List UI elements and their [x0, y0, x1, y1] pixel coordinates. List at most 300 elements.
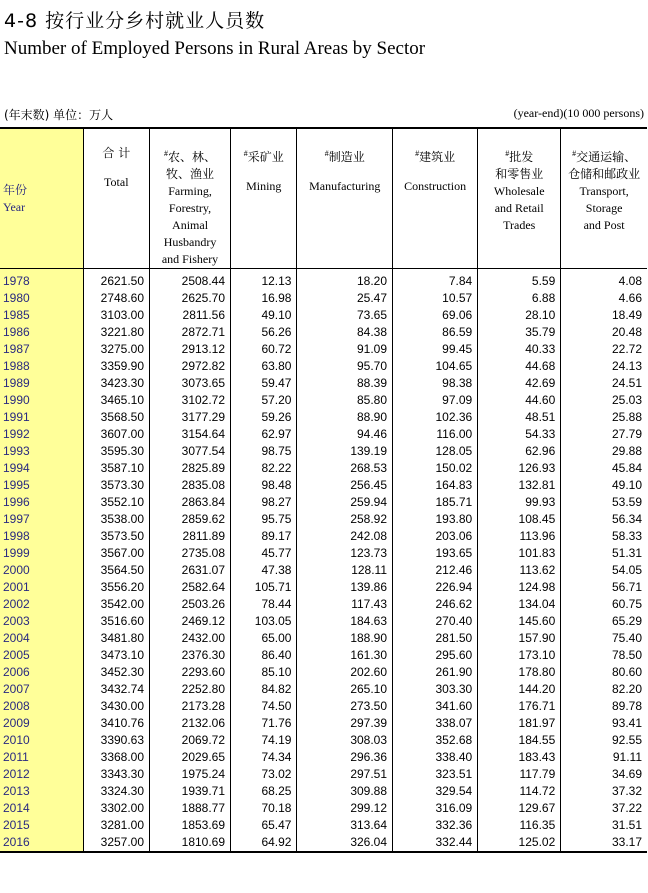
- table-row: [0, 409, 647, 426]
- col-header-farming-zh2: 牧、渔业: [166, 167, 215, 181]
- cell-manufacturing: 18.20: [297, 269, 393, 291]
- cell-mining: 59.47: [231, 375, 297, 392]
- cell-total: 3573.30: [83, 477, 149, 494]
- cell-wholesale: 44.60: [478, 392, 561, 409]
- cell-farming: 2631.07: [150, 562, 231, 579]
- col-header-transport-en: Storage: [585, 201, 623, 215]
- cell-farming: 2132.06: [150, 715, 231, 732]
- cell-transport: 33.17: [561, 834, 647, 852]
- cell-mining: 63.80: [231, 358, 297, 375]
- cell-wholesale: 40.33: [478, 341, 561, 358]
- cell-manufacturing: 91.09: [297, 341, 393, 358]
- cell-wholesale: 35.79: [478, 324, 561, 341]
- table-row: [0, 341, 647, 358]
- cell-farming: 2735.08: [150, 545, 231, 562]
- cell-year: 2010: [0, 732, 83, 749]
- cell-year: 2015: [0, 817, 83, 834]
- cell-transport: 54.05: [561, 562, 647, 579]
- cell-wholesale: 134.04: [478, 596, 561, 613]
- cell-total: 3516.60: [83, 613, 149, 630]
- cell-manufacturing: 88.39: [297, 375, 393, 392]
- cell-year: 1988: [0, 358, 83, 375]
- cell-transport: 65.29: [561, 613, 647, 630]
- cell-construction: 338.40: [393, 749, 478, 766]
- cell-year: 2008: [0, 698, 83, 715]
- cell-farming: 2173.28: [150, 698, 231, 715]
- table-row: [0, 766, 647, 783]
- cell-year: 1998: [0, 528, 83, 545]
- cell-year: 1993: [0, 443, 83, 460]
- cell-farming: 1853.69: [150, 817, 231, 834]
- cell-transport: 18.49: [561, 307, 647, 324]
- cell-wholesale: 108.45: [478, 511, 561, 528]
- cell-wholesale: 173.10: [478, 647, 561, 664]
- table-row: [0, 545, 647, 562]
- table-row: [0, 426, 647, 443]
- cell-construction: 203.06: [393, 528, 478, 545]
- table-row: [0, 579, 647, 596]
- cell-manufacturing: 259.94: [297, 494, 393, 511]
- cell-transport: 49.10: [561, 477, 647, 494]
- cell-farming: 1810.69: [150, 834, 231, 852]
- cell-construction: 193.65: [393, 545, 478, 562]
- cell-wholesale: 181.97: [478, 715, 561, 732]
- cell-construction: 281.50: [393, 630, 478, 647]
- cell-wholesale: 28.10: [478, 307, 561, 324]
- cell-farming: 2811.89: [150, 528, 231, 545]
- cell-farming: 1975.24: [150, 766, 231, 783]
- cell-farming: 2913.12: [150, 341, 231, 358]
- cell-year: 1978: [0, 269, 83, 291]
- cell-manufacturing: 161.30: [297, 647, 393, 664]
- cell-farming: 2069.72: [150, 732, 231, 749]
- cell-farming: 3177.29: [150, 409, 231, 426]
- cell-wholesale: 116.35: [478, 817, 561, 834]
- table-body: [0, 269, 647, 853]
- cell-mining: 103.05: [231, 613, 297, 630]
- cell-transport: 60.75: [561, 596, 647, 613]
- col-header-manufacturing: [297, 128, 393, 269]
- cell-construction: 69.06: [393, 307, 478, 324]
- col-header-year: [0, 128, 83, 269]
- cell-construction: 316.09: [393, 800, 478, 817]
- cell-farming: 2972.82: [150, 358, 231, 375]
- table-row: [0, 307, 647, 324]
- cell-mining: 98.48: [231, 477, 297, 494]
- cell-manufacturing: 256.45: [297, 477, 393, 494]
- table-row: [0, 290, 647, 307]
- cell-wholesale: 144.20: [478, 681, 561, 698]
- cell-mining: 62.97: [231, 426, 297, 443]
- col-header-wholesale-zh2: 和零售业: [495, 167, 544, 181]
- cell-year: 2000: [0, 562, 83, 579]
- table-row: [0, 494, 647, 511]
- cell-wholesale: 114.72: [478, 783, 561, 800]
- cell-total: 3538.00: [83, 511, 149, 528]
- col-header-construction: [393, 128, 478, 269]
- col-header-mining: [231, 128, 297, 269]
- cell-manufacturing: 84.38: [297, 324, 393, 341]
- cell-total: 3567.00: [83, 545, 149, 562]
- cell-year: 1989: [0, 375, 83, 392]
- cell-total: 3568.50: [83, 409, 149, 426]
- cell-mining: 74.50: [231, 698, 297, 715]
- table-row: [0, 698, 647, 715]
- cell-wholesale: 145.60: [478, 613, 561, 630]
- page-title-zh: 4-8 按行业分乡村就业人员数: [4, 10, 266, 32]
- cell-mining: 60.72: [231, 341, 297, 358]
- cell-wholesale: 42.69: [478, 375, 561, 392]
- cell-year: 2006: [0, 664, 83, 681]
- col-header-total-en: Total: [104, 175, 129, 189]
- cell-mining: 73.02: [231, 766, 297, 783]
- cell-total: 3481.80: [83, 630, 149, 647]
- cell-farming: 1939.71: [150, 783, 231, 800]
- cell-mining: 59.26: [231, 409, 297, 426]
- cell-total: 3103.00: [83, 307, 149, 324]
- cell-year: 2007: [0, 681, 83, 698]
- col-header-farming-zh: 农、林、: [168, 150, 217, 164]
- cell-mining: 12.13: [231, 269, 297, 291]
- cell-total: 3423.30: [83, 375, 149, 392]
- cell-construction: 261.90: [393, 664, 478, 681]
- cell-year: 1991: [0, 409, 83, 426]
- cell-total: 3302.00: [83, 800, 149, 817]
- cell-year: 1985: [0, 307, 83, 324]
- cell-farming: 3154.64: [150, 426, 231, 443]
- cell-construction: 164.83: [393, 477, 478, 494]
- col-header-wholesale-zh: 批发: [509, 150, 534, 164]
- cell-mining: 65.47: [231, 817, 297, 834]
- cell-farming: 2625.70: [150, 290, 231, 307]
- cell-transport: 91.11: [561, 749, 647, 766]
- cell-manufacturing: 309.88: [297, 783, 393, 800]
- col-header-wholesale-en: Wholesale: [493, 184, 545, 198]
- cell-mining: 105.71: [231, 579, 297, 596]
- table-row: [0, 324, 647, 341]
- page-title-en: Number of Employed Persons in Rural Areas by Sector: [4, 38, 426, 59]
- table-row: [0, 817, 647, 834]
- cell-construction: 128.05: [393, 443, 478, 460]
- cell-year: 1992: [0, 426, 83, 443]
- cell-wholesale: 157.90: [478, 630, 561, 647]
- cell-total: 2621.50: [83, 269, 149, 291]
- cell-wholesale: 129.67: [478, 800, 561, 817]
- table-row: [0, 783, 647, 800]
- cell-construction: 212.46: [393, 562, 478, 579]
- cell-manufacturing: 95.70: [297, 358, 393, 375]
- table-row: [0, 511, 647, 528]
- cell-construction: 341.60: [393, 698, 478, 715]
- table-row: [0, 443, 647, 460]
- cell-year: 1990: [0, 392, 83, 409]
- cell-wholesale: 178.80: [478, 664, 561, 681]
- cell-construction: 98.38: [393, 375, 478, 392]
- col-header-wholesale-en: Trades: [503, 218, 536, 232]
- cell-construction: 193.80: [393, 511, 478, 528]
- cell-wholesale: 125.02: [478, 834, 561, 852]
- col-header-construction-en: Construction: [404, 179, 467, 193]
- cell-year: 2003: [0, 613, 83, 630]
- cell-total: 2748.60: [83, 290, 149, 307]
- cell-year: 1999: [0, 545, 83, 562]
- col-header-wholesale: [478, 128, 561, 269]
- table-row: [0, 392, 647, 409]
- cell-transport: 24.51: [561, 375, 647, 392]
- cell-transport: 20.48: [561, 324, 647, 341]
- cell-total: 3573.50: [83, 528, 149, 545]
- col-header-mark: #: [324, 149, 329, 158]
- cell-transport: 34.69: [561, 766, 647, 783]
- table-row: [0, 528, 647, 545]
- cell-mining: 65.00: [231, 630, 297, 647]
- cell-construction: 303.30: [393, 681, 478, 698]
- cell-construction: 352.68: [393, 732, 478, 749]
- col-header-transport-zh2: 仓储和邮政业: [568, 167, 641, 181]
- table-row: [0, 562, 647, 579]
- cell-transport: 22.72: [561, 341, 647, 358]
- cell-farming: 2503.26: [150, 596, 231, 613]
- cell-farming: 3102.72: [150, 392, 231, 409]
- cell-manufacturing: 128.11: [297, 562, 393, 579]
- cell-total: 3324.30: [83, 783, 149, 800]
- cell-farming: 2293.60: [150, 664, 231, 681]
- cell-transport: 75.40: [561, 630, 647, 647]
- cell-construction: 338.07: [393, 715, 478, 732]
- cell-construction: 270.40: [393, 613, 478, 630]
- table-row: [0, 647, 647, 664]
- cell-transport: 51.31: [561, 545, 647, 562]
- cell-wholesale: 6.88: [478, 290, 561, 307]
- cell-manufacturing: 25.47: [297, 290, 393, 307]
- cell-total: 3452.30: [83, 664, 149, 681]
- cell-transport: 29.88: [561, 443, 647, 460]
- cell-manufacturing: 268.53: [297, 460, 393, 477]
- cell-year: 1995: [0, 477, 83, 494]
- cell-construction: 329.54: [393, 783, 478, 800]
- col-header-mining-zh: 采矿业: [247, 150, 284, 164]
- cell-mining: 49.10: [231, 307, 297, 324]
- table-row: [0, 664, 647, 681]
- cell-transport: 93.41: [561, 715, 647, 732]
- cell-manufacturing: 117.43: [297, 596, 393, 613]
- cell-total: 3221.80: [83, 324, 149, 341]
- col-header-farming-en: Farming,: [168, 184, 212, 198]
- cell-wholesale: 54.33: [478, 426, 561, 443]
- cell-manufacturing: 297.39: [297, 715, 393, 732]
- table-row: [0, 596, 647, 613]
- cell-manufacturing: 139.86: [297, 579, 393, 596]
- table-row: [0, 630, 647, 647]
- cell-farming: 2825.89: [150, 460, 231, 477]
- cell-transport: 89.78: [561, 698, 647, 715]
- cell-mining: 74.34: [231, 749, 297, 766]
- cell-manufacturing: 139.19: [297, 443, 393, 460]
- cell-transport: 25.03: [561, 392, 647, 409]
- col-header-transport-en: and Post: [583, 218, 625, 232]
- col-header-mark: #: [243, 149, 248, 158]
- cell-manufacturing: 326.04: [297, 834, 393, 852]
- cell-manufacturing: 258.92: [297, 511, 393, 528]
- cell-mining: 70.18: [231, 800, 297, 817]
- cell-construction: 246.62: [393, 596, 478, 613]
- cell-wholesale: 184.55: [478, 732, 561, 749]
- cell-transport: 80.60: [561, 664, 647, 681]
- cell-construction: 116.00: [393, 426, 478, 443]
- cell-mining: 57.20: [231, 392, 297, 409]
- cell-transport: 56.71: [561, 579, 647, 596]
- cell-mining: 64.92: [231, 834, 297, 852]
- cell-transport: 37.22: [561, 800, 647, 817]
- cell-year: 2016: [0, 834, 83, 852]
- cell-construction: 104.65: [393, 358, 478, 375]
- cell-manufacturing: 184.63: [297, 613, 393, 630]
- cell-mining: 56.26: [231, 324, 297, 341]
- cell-year: 2013: [0, 783, 83, 800]
- cell-construction: 185.71: [393, 494, 478, 511]
- col-header-farming: [150, 128, 231, 269]
- cell-wholesale: 5.59: [478, 269, 561, 291]
- cell-mining: 98.75: [231, 443, 297, 460]
- cell-manufacturing: 297.51: [297, 766, 393, 783]
- cell-wholesale: 62.96: [478, 443, 561, 460]
- cell-construction: 150.02: [393, 460, 478, 477]
- cell-manufacturing: 308.03: [297, 732, 393, 749]
- cell-year: 1994: [0, 460, 83, 477]
- cell-farming: 2029.65: [150, 749, 231, 766]
- col-header-farming-en: Animal: [172, 218, 209, 232]
- cell-farming: 2811.56: [150, 307, 231, 324]
- cell-total: 3257.00: [83, 834, 149, 852]
- cell-total: 3595.30: [83, 443, 149, 460]
- cell-manufacturing: 299.12: [297, 800, 393, 817]
- table-row: [0, 681, 647, 698]
- table-row: [0, 834, 647, 852]
- col-header-mark: #: [572, 149, 577, 158]
- cell-manufacturing: 296.36: [297, 749, 393, 766]
- cell-farming: 2863.84: [150, 494, 231, 511]
- cell-total: 3465.10: [83, 392, 149, 409]
- cell-wholesale: 48.51: [478, 409, 561, 426]
- cell-farming: 3077.54: [150, 443, 231, 460]
- cell-total: 3281.00: [83, 817, 149, 834]
- cell-year: 1986: [0, 324, 83, 341]
- cell-farming: 3073.65: [150, 375, 231, 392]
- cell-transport: 53.59: [561, 494, 647, 511]
- cell-transport: 25.88: [561, 409, 647, 426]
- cell-wholesale: 126.93: [478, 460, 561, 477]
- col-header-mark: #: [164, 149, 169, 158]
- cell-construction: 102.36: [393, 409, 478, 426]
- cell-total: 3430.00: [83, 698, 149, 715]
- col-header-total: [83, 128, 149, 269]
- table-header: [0, 128, 647, 269]
- cell-mining: 74.19: [231, 732, 297, 749]
- employment-table: [0, 127, 647, 853]
- cell-construction: 10.57: [393, 290, 478, 307]
- col-header-transport-zh: 交通运输、: [576, 150, 637, 164]
- cell-year: 2011: [0, 749, 83, 766]
- cell-wholesale: 124.98: [478, 579, 561, 596]
- cell-mining: 68.25: [231, 783, 297, 800]
- cell-total: 3343.30: [83, 766, 149, 783]
- cell-mining: 47.38: [231, 562, 297, 579]
- cell-total: 3473.10: [83, 647, 149, 664]
- col-header-total-zh: 合 计: [102, 146, 131, 160]
- cell-transport: 4.66: [561, 290, 647, 307]
- cell-transport: 45.84: [561, 460, 647, 477]
- table-row: [0, 715, 647, 732]
- cell-total: 3607.00: [83, 426, 149, 443]
- table-row: [0, 375, 647, 392]
- cell-year: 2014: [0, 800, 83, 817]
- cell-construction: 7.84: [393, 269, 478, 291]
- cell-manufacturing: 242.08: [297, 528, 393, 545]
- cell-total: 3410.76: [83, 715, 149, 732]
- cell-year: 2012: [0, 766, 83, 783]
- cell-total: 3390.63: [83, 732, 149, 749]
- cell-mining: 71.76: [231, 715, 297, 732]
- col-header-year-en: Year: [3, 199, 26, 214]
- col-header-year-zh: 年份: [3, 182, 28, 197]
- cell-year: 2001: [0, 579, 83, 596]
- cell-transport: 24.13: [561, 358, 647, 375]
- cell-farming: 2582.64: [150, 579, 231, 596]
- col-header-manufacturing-en: Manufacturing: [309, 179, 381, 193]
- cell-manufacturing: 94.46: [297, 426, 393, 443]
- cell-manufacturing: 265.10: [297, 681, 393, 698]
- cell-year: 2004: [0, 630, 83, 647]
- cell-year: 1980: [0, 290, 83, 307]
- cell-construction: 226.94: [393, 579, 478, 596]
- cell-wholesale: 183.43: [478, 749, 561, 766]
- cell-manufacturing: 202.60: [297, 664, 393, 681]
- col-header-transport: [561, 128, 647, 269]
- cell-mining: 82.22: [231, 460, 297, 477]
- cell-year: 2002: [0, 596, 83, 613]
- cell-manufacturing: 273.50: [297, 698, 393, 715]
- col-header-mark: #: [505, 149, 510, 158]
- cell-wholesale: 132.81: [478, 477, 561, 494]
- cell-total: 3552.10: [83, 494, 149, 511]
- cell-transport: 4.08: [561, 269, 647, 291]
- col-header-transport-en: Transport,: [579, 184, 629, 198]
- cell-farming: 1888.77: [150, 800, 231, 817]
- cell-wholesale: 101.83: [478, 545, 561, 562]
- cell-manufacturing: 73.65: [297, 307, 393, 324]
- cell-total: 3275.00: [83, 341, 149, 358]
- cell-transport: 92.55: [561, 732, 647, 749]
- cell-construction: 86.59: [393, 324, 478, 341]
- unit-label-en: (year-end)(10 000 persons): [513, 106, 644, 120]
- cell-mining: 98.27: [231, 494, 297, 511]
- cell-year: 2005: [0, 647, 83, 664]
- cell-mining: 89.17: [231, 528, 297, 545]
- cell-farming: 2835.08: [150, 477, 231, 494]
- table-row: [0, 460, 647, 477]
- cell-total: 3368.00: [83, 749, 149, 766]
- cell-transport: 56.34: [561, 511, 647, 528]
- cell-farming: 2469.12: [150, 613, 231, 630]
- col-header-manufacturing-zh: 制造业: [328, 150, 365, 164]
- cell-year: 1996: [0, 494, 83, 511]
- cell-construction: 295.60: [393, 647, 478, 664]
- cell-farming: 2859.62: [150, 511, 231, 528]
- cell-total: 3564.50: [83, 562, 149, 579]
- cell-manufacturing: 88.90: [297, 409, 393, 426]
- cell-year: 1997: [0, 511, 83, 528]
- cell-total: 3587.10: [83, 460, 149, 477]
